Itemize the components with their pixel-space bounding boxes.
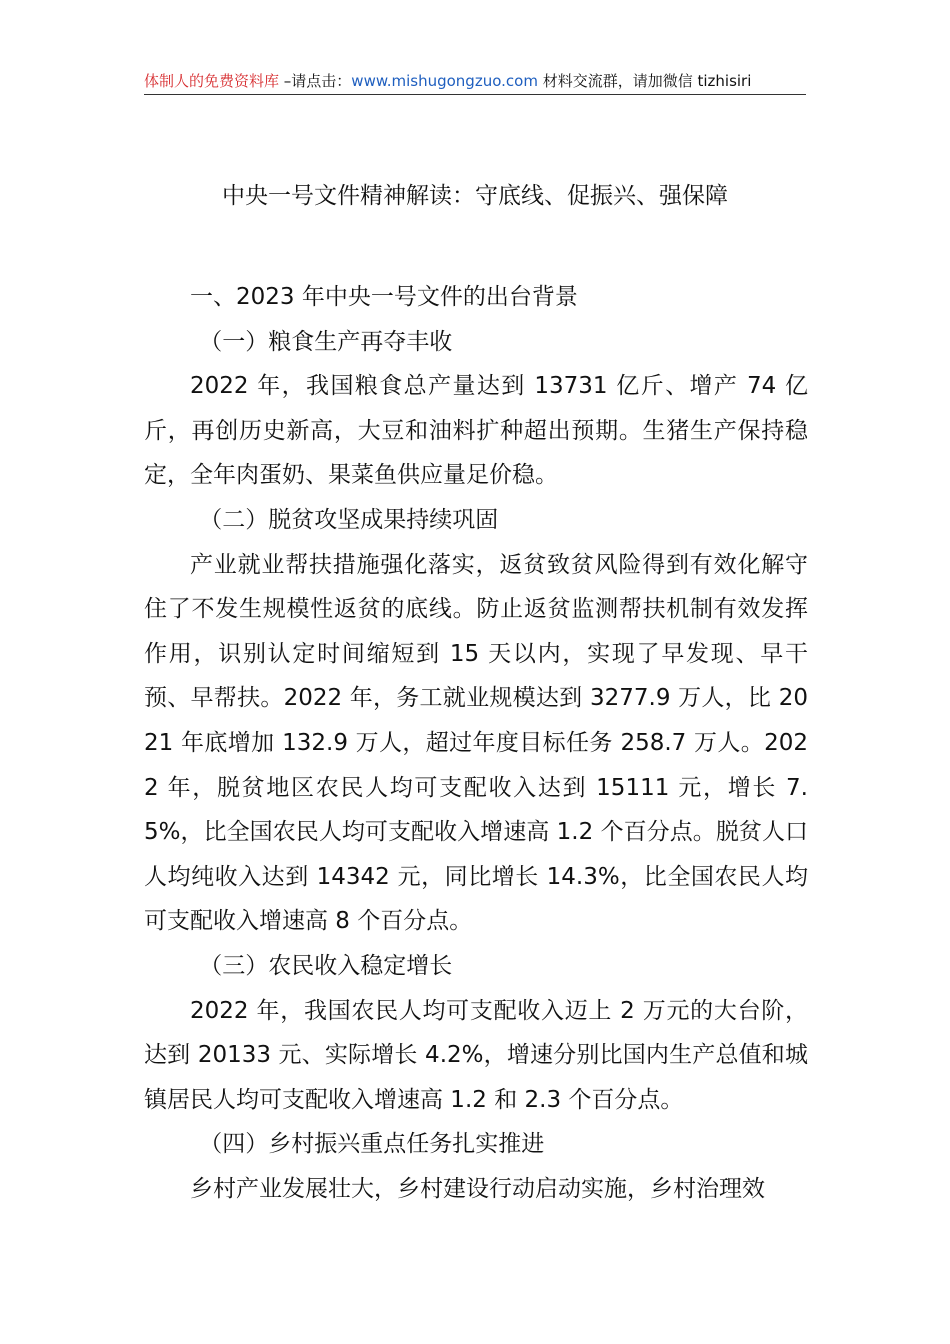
subsection-heading-2: （二）脱贫攻坚成果持续巩固 bbox=[199, 506, 499, 533]
subsection-heading-1: （一）粮食生产再夺丰收 bbox=[199, 328, 453, 355]
subsection-heading-3: （三）农民收入稳定增长 bbox=[199, 952, 453, 979]
subsection-heading-4: （四）乡村振兴重点任务扎实推进 bbox=[199, 1131, 545, 1158]
header-contact: 材料交流群，请加微信 tizhisiri bbox=[537, 72, 752, 90]
paragraph-4: 乡村产业发展壮大，乡村建设行动启动实施，乡村治理效 bbox=[190, 1175, 765, 1202]
document-title: 中央一号文件精神解读：守底线、促振兴、强保障 bbox=[222, 183, 728, 209]
header-brand: 体制人的免费资料库 bbox=[144, 72, 280, 90]
document-body bbox=[144, 275, 808, 1211]
header-separator: –请点击： bbox=[279, 72, 352, 90]
section-heading-1: 一、2023 年中央一号文件的出台背景 bbox=[190, 284, 578, 310]
header-url-link[interactable]: www.mishugongzuo.com bbox=[351, 72, 538, 90]
page-header bbox=[144, 68, 806, 95]
paragraph-2: 产业就业帮扶措施强化落实，返贫致贫风险得到有效化解守住了不发生规模性返贫的底线。防止返贫监测帮扶机制有效发挥作用，识别认定时间缩短到 15 天以内，实现了早发现、早干预、早帮扶。2022 年，务工就业规模达到 3277.9 万人，比 2021 年底增加 132.9 万人，超过年度目标任务 258.7 万人。2022 年，脱贫地区农民人均可支配收入达到 15111 元，增长 7.5%，比全国农民人均可支配收入增速高 1.2 个百分点。脱贫人口人均纯收入达到 14342 元，同比增长 14.3%，比全国农民人均可支配收入增速高 8 个百分点。 bbox=[144, 551, 808, 935]
paragraph-3: 2022 年，我国农民人均可支配收入迈上 2 万元的大台阶，达到 20133 元、实际增长 4.2%，增速分别比国内生产总值和城镇居民人均可支配收入增速高 1.2 和 2.3 个百分点。 bbox=[144, 997, 808, 1113]
paragraph-1: 2022 年，我国粮食总产量达到 13731 亿斤、增产 74 亿斤，再创历史新高，大豆和油料扩种超出预期。生猪生产保持稳定，全年肉蛋奶、果菜鱼供应量足价稳。 bbox=[144, 373, 808, 489]
